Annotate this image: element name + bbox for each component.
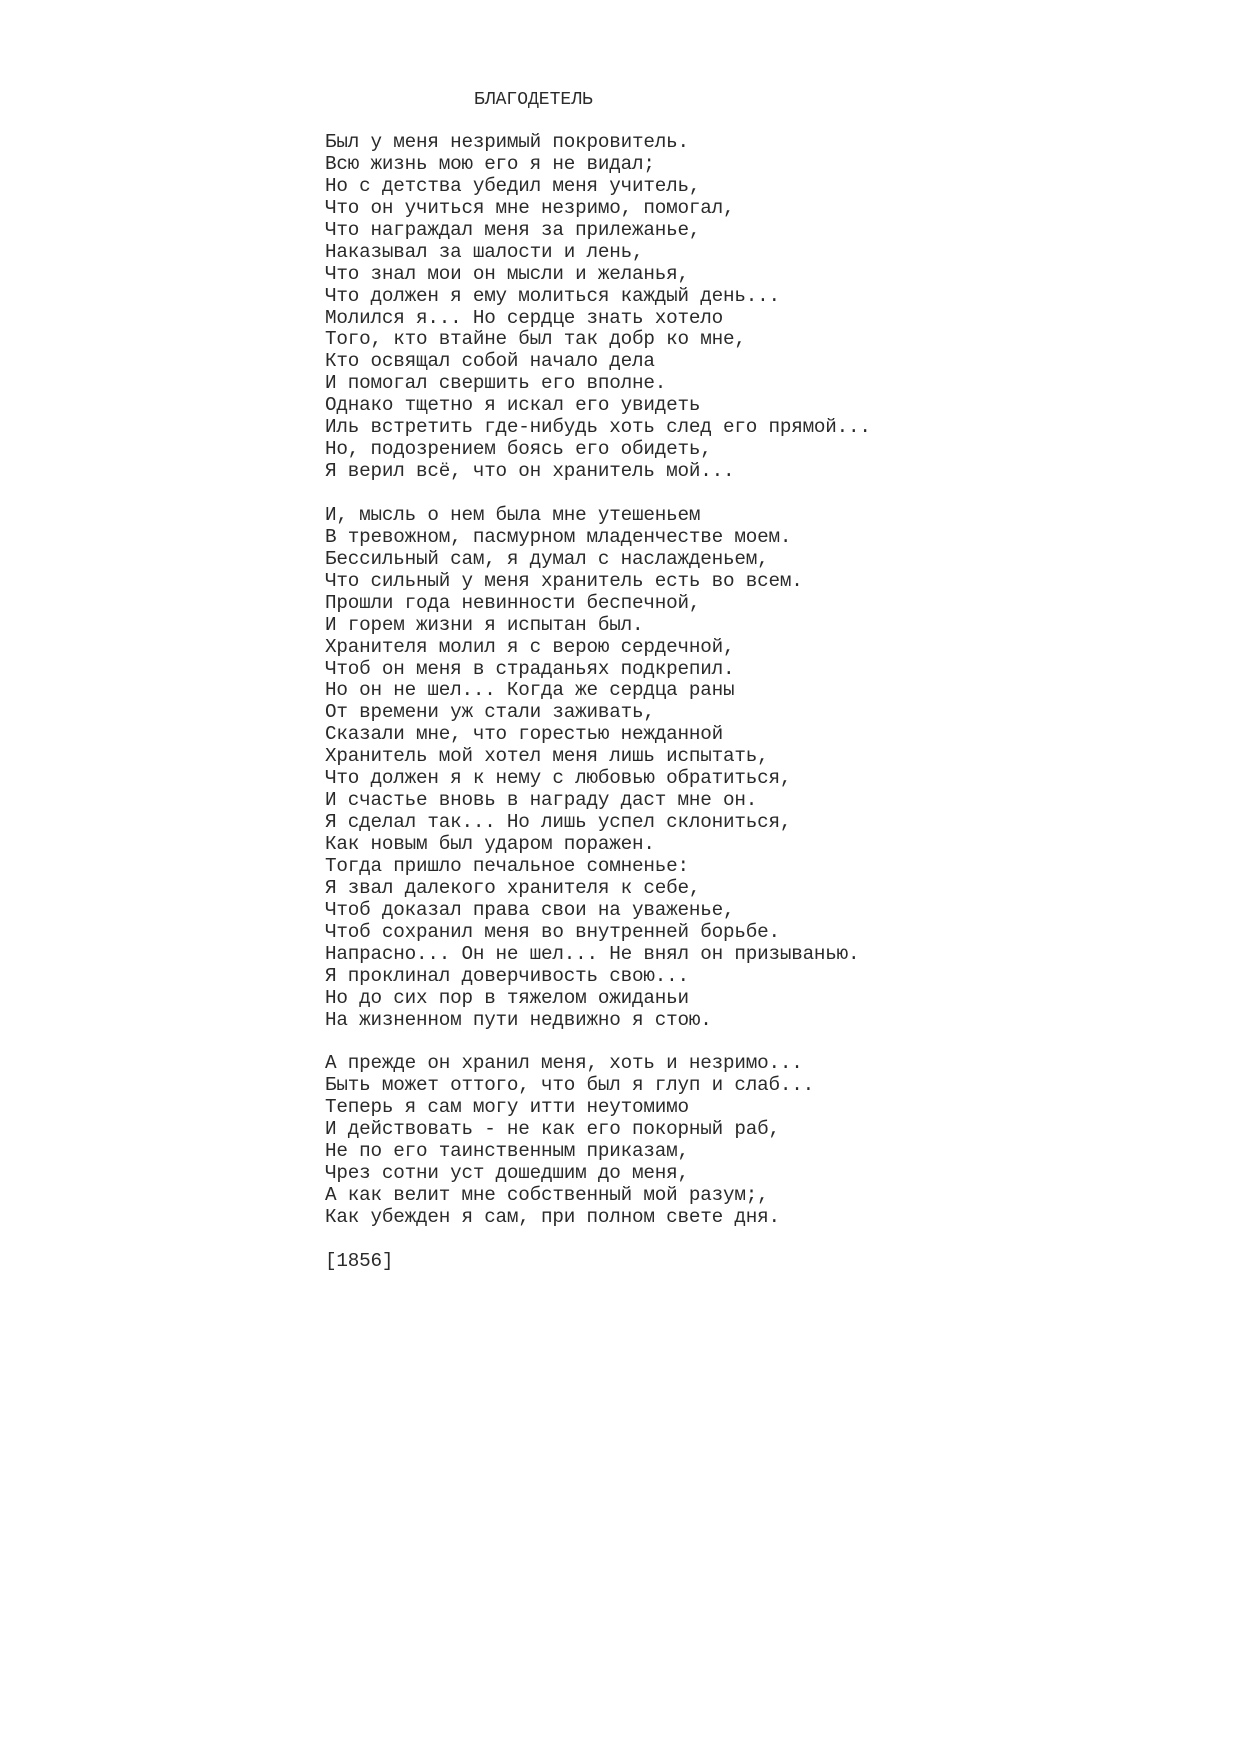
poem-line: Хранитель мой хотел меня лишь испытать,	[325, 745, 769, 768]
poem-line: От времени уж стали заживать,	[325, 701, 655, 724]
poem-line: Что должен я к нему с любовью обратиться,	[325, 767, 792, 790]
poem-line: Наказывал за шалости и лень,	[325, 240, 644, 263]
poem-line: Чтоб доказал права свои на уваженье,	[325, 898, 735, 921]
poem-line: Теперь я сам могу итти неутомимо	[325, 1096, 689, 1119]
poem-line: Как убежден я сам, при полном свете дня.	[325, 1205, 780, 1228]
poem-line: Как новым был ударом поражен.	[325, 833, 655, 855]
poem-line: Не по его таинственным приказам,	[325, 1140, 689, 1163]
poem-line: Кто освящал собой начало дела	[325, 350, 655, 373]
poem-line: И счастье вновь в награду даст мне он.	[325, 789, 758, 812]
poem-line: Но, подозрением боясь его обидеть,	[325, 438, 712, 461]
poem-title: БЛАГОДЕТЕЛЬ	[474, 90, 593, 110]
poem-line: Прошли года невинности беспечной,	[325, 591, 701, 614]
poem-line: На жизненном пути недвижно я стою.	[325, 1008, 712, 1031]
poem-line: Что награждал меня за прилежанье,	[325, 218, 701, 241]
poem-line: Чрез сотни уст дошедшим до меня,	[325, 1162, 689, 1185]
poem-body	[325, 132, 871, 1273]
poem-line: Быть может оттого, что был я глуп и слаб...	[325, 1074, 814, 1097]
poem-line: И действовать - не как его покорный раб,	[325, 1118, 780, 1141]
poem-line: Я проклинал доверчивость свою...	[325, 964, 689, 987]
poem-line: И горем жизни я испытан был.	[325, 613, 644, 636]
poem-line: В тревожном, пасмурном младенчестве моем.	[325, 525, 792, 548]
poem-line: Тогда пришло печальное сомненье:	[325, 854, 689, 877]
stanza	[325, 505, 871, 1032]
poem-line: Что сильный у меня хранитель есть во всем.	[325, 569, 803, 592]
poem-line: Что он учиться мне незримо, помогал,	[325, 196, 735, 219]
poem-line: Но с детства убедил меня учитель,	[325, 174, 701, 197]
poem-line: Что знал мои он мысли и желанья,	[325, 262, 689, 285]
poem-line: Бессильный сам, я думал с наслажденьем,	[325, 547, 769, 570]
stanza	[325, 1053, 871, 1229]
poem-line: Но он не шел... Когда же сердца раны	[325, 679, 735, 702]
poem-line: Чтоб сохранил меня во внутренней борьбе.	[325, 920, 780, 943]
poem-line: Но до сих пор в тяжелом ожиданьи	[325, 986, 689, 1009]
poem-line: Молился я... Но сердце знать хотело	[325, 306, 723, 329]
poem-line: А прежде он хранил меня, хоть и незримо...	[325, 1052, 803, 1075]
poem-line: Был у меня незримый покровитель.	[325, 131, 689, 153]
poem-line: Я верил всё, что он хранитель мой...	[325, 460, 735, 483]
poem-line: А как велит мне собственный мой разум;,	[325, 1184, 769, 1206]
poem-line: Иль встретить где-нибудь хоть след его прямой...	[325, 416, 871, 439]
poem-line: Сказали мне, что горестью нежданной	[325, 723, 723, 746]
poem-date: [1856]	[325, 1249, 394, 1272]
poem-line: Чтоб он меня в страданьях подкрепил.	[325, 657, 735, 680]
poem-line: Всю жизнь мою его я не видал;	[325, 152, 655, 175]
poem-line: И помогал свершить его вполне.	[325, 372, 667, 395]
poem-line: Хранителя молил я с верою сердечной,	[325, 635, 735, 658]
poem-line: Я звал далекого хранителя к себе,	[325, 876, 701, 899]
poem-line: И, мысль о нем была мне утешеньем	[325, 503, 701, 526]
poem-line: Что должен я ему молиться каждый день...	[325, 284, 780, 307]
poem-line: Того, кто втайне был так добр ко мне,	[325, 328, 746, 351]
poem-line: Напрасно... Он не шел... Не внял он призыванью.	[325, 942, 860, 965]
poem-line: Я сделал так... Но лишь успел склониться,	[325, 811, 792, 834]
poem-line: Однако тщетно я искал его увидеть	[325, 394, 701, 417]
stanza	[325, 132, 871, 483]
